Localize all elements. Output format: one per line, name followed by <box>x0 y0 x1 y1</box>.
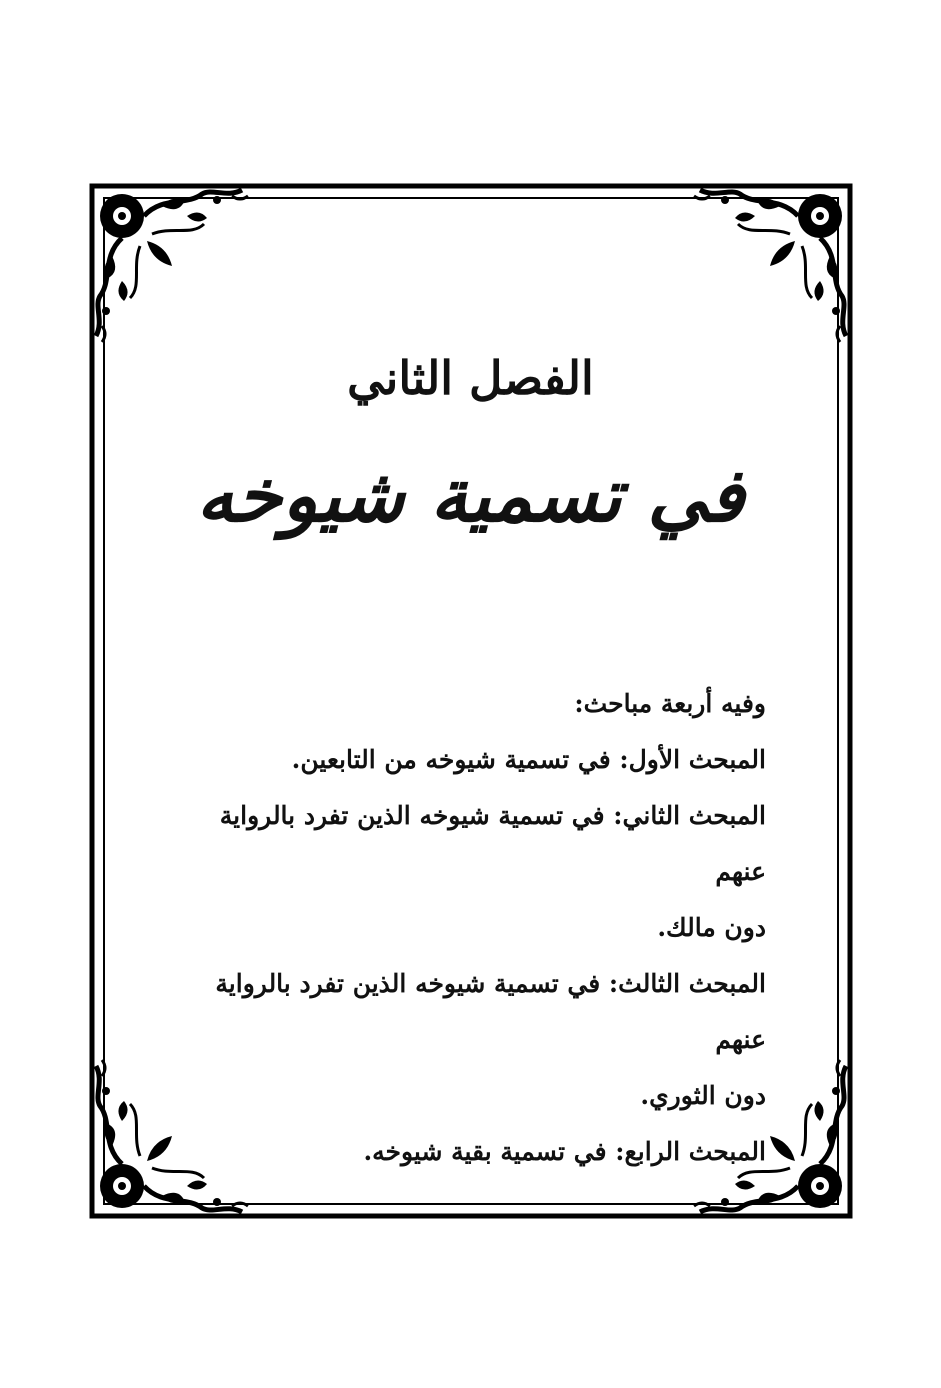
chapter-contents <box>170 684 766 1180</box>
corner-ornament-top-left <box>96 190 248 342</box>
section-label: المبحث الرابع: <box>615 1137 766 1166</box>
section-text: في تسمية شيوخه الذين تفرد بالرواية عنهم <box>215 969 766 1054</box>
section-text-continued: دون الثوري. <box>640 1081 766 1110</box>
chapter-label: الفصل الثاني <box>347 351 594 405</box>
section-item-2 <box>170 788 766 956</box>
section-label: المبحث الأول: <box>619 745 766 774</box>
section-label: المبحث الثاني: <box>613 801 766 830</box>
section-text: في تسمية شيوخه من التابعين. <box>291 745 611 774</box>
section-item-1 <box>170 732 766 788</box>
intro-line: وفيه أربعة مباحث: <box>574 689 766 718</box>
chapter-title: في تسمية شيوخه <box>196 453 745 539</box>
section-text-continued: دون مالك. <box>657 913 766 942</box>
section-label: المبحث الثالث: <box>608 969 766 998</box>
corner-ornament-top-right <box>694 190 846 342</box>
section-text: في تسمية بقية شيوخه. <box>363 1137 607 1166</box>
section-item-3 <box>170 956 766 1124</box>
section-item-4 <box>170 1124 766 1180</box>
section-text: في تسمية شيوخه الذين تفرد بالرواية عنهم <box>219 801 766 886</box>
